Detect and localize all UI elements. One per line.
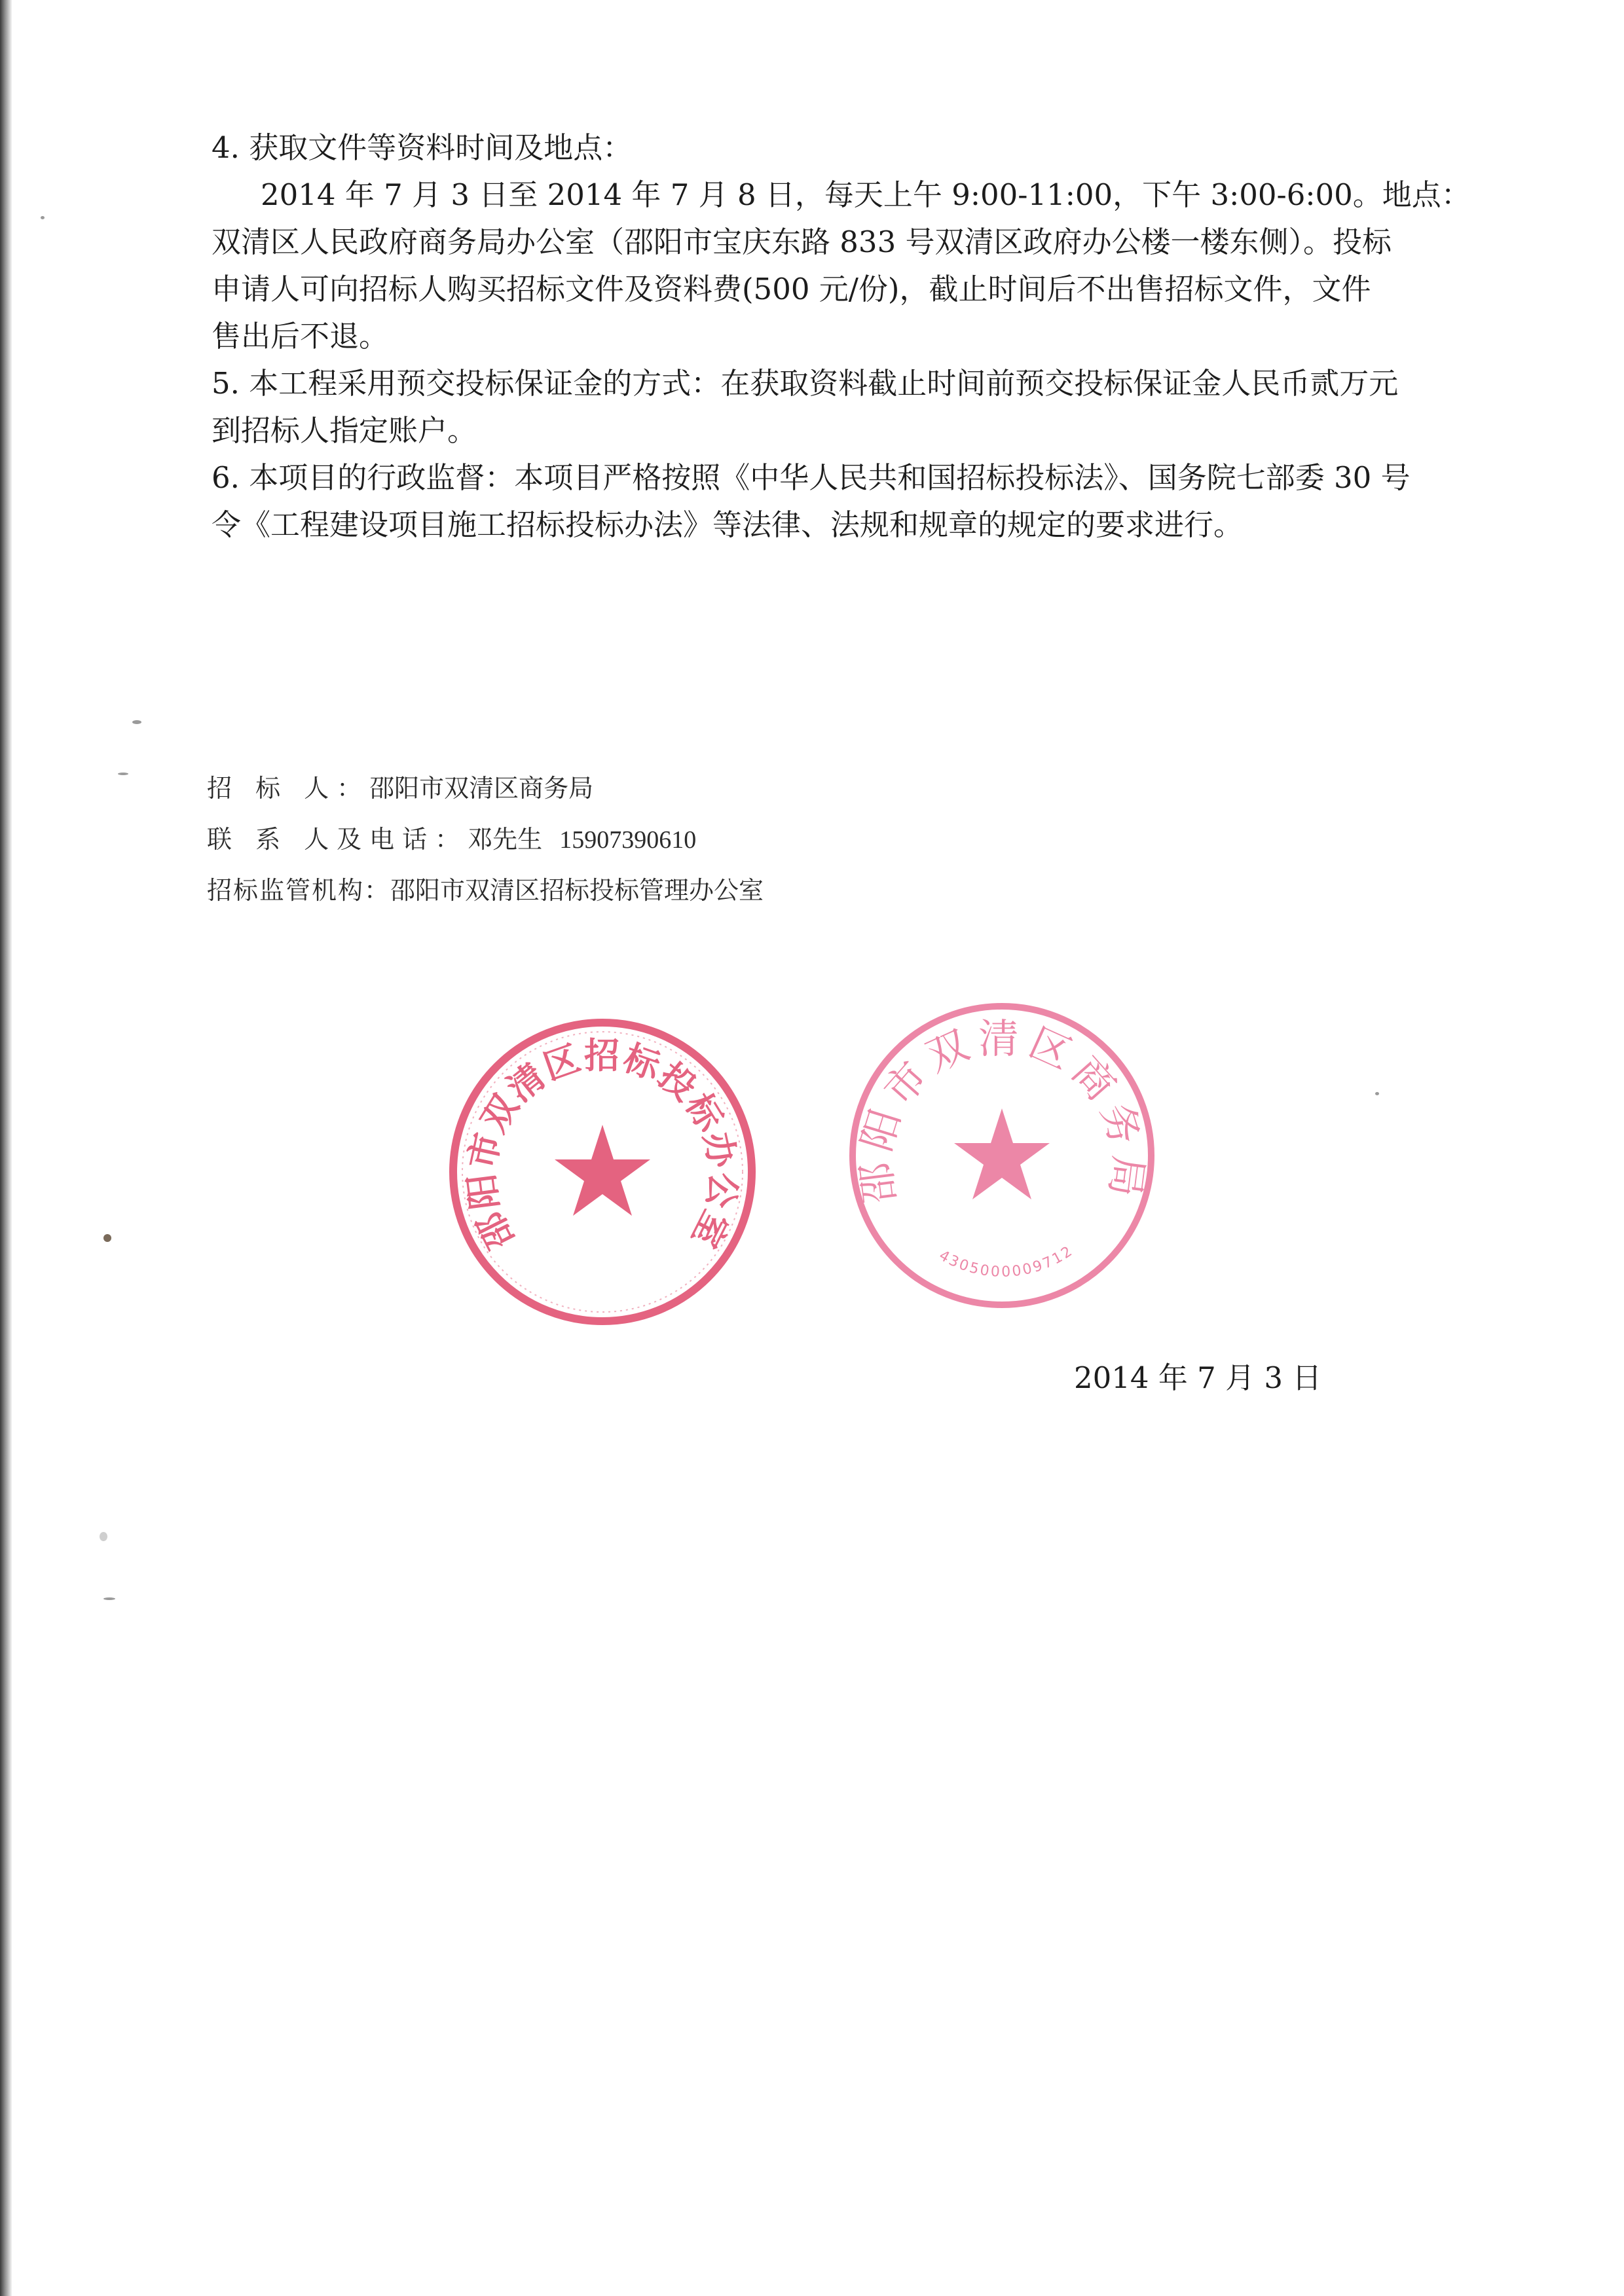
contact-row [207, 814, 764, 865]
body-line-text: 6. 本项目的行政监督：本项目严格按照《中华人民共和国招标投标法》、国务院七部委 30 号 [212, 460, 1411, 495]
supervisor-row [207, 865, 764, 916]
scan-speck [103, 1597, 115, 1600]
seal-right-serial: 4305000009712 [936, 1242, 1077, 1281]
tenderer-value: 邵阳市双清区商务局 [369, 774, 594, 803]
tenderer-label: 招 标 人： [207, 774, 370, 803]
scan-speck [103, 1234, 111, 1242]
body-line [212, 172, 1528, 219]
seal-left-text: 邵阳市双清区招标投标办公室 [460, 1034, 745, 1256]
body-line [212, 219, 1528, 266]
body-line-text: 到招标人指定账户。 [212, 413, 477, 448]
seal-right-graphic [845, 998, 1159, 1313]
document-date: 2014 年 7 月 3 日 [1074, 1360, 1322, 1395]
scan-speck [1375, 1092, 1379, 1095]
contact-phone: 15907390610 [559, 826, 697, 854]
supervisor-label: 招标监管机构： [207, 876, 391, 905]
scan-speck [100, 1532, 107, 1541]
contact-label: 联 系 人及电话： [207, 825, 468, 854]
seal-right-text: 邵阳市双清区商务局 [851, 1014, 1153, 1206]
scan-speck [118, 773, 128, 775]
body-line [212, 360, 1528, 407]
body-line-text: 4. 获取文件等资料时间及地点： [212, 130, 633, 165]
tenderer-row [207, 763, 764, 814]
body-line [212, 266, 1528, 313]
body-line [212, 313, 1528, 360]
body-line [212, 454, 1528, 501]
body-line-text: 2014 年 7 月 3 日至 2014 年 7 月 8 日，每天上午 9:00-11:00，下午 3:00-6:00。地点： [261, 177, 1471, 212]
scan-speck [41, 216, 45, 219]
official-seal-left [445, 1015, 760, 1329]
body-line-text: 5. 本工程采用预交投标保证金的方式：在获取资料截止时间前预交投标保证金人民币贰万元 [212, 366, 1399, 401]
contact-name: 邓先生 [468, 825, 543, 854]
scan-left-edge [0, 0, 12, 2296]
body-line-text: 申请人可向招标人购买招标文件及资料费(500 元/份)，截止时间后不出售招标文件，文件 [212, 272, 1371, 306]
supervisor-value: 邵阳市双清区招标投标管理办公室 [390, 876, 764, 905]
body-line-text: 售出后不退。 [212, 319, 389, 354]
body-line [212, 407, 1528, 454]
body-line-text: 双清区人民政府商务局办公室（邵阳市宝庆东路 833 号双清区政府办公楼一楼东侧）。投标 [212, 225, 1392, 259]
seal-left-graphic [445, 1015, 760, 1329]
scan-speck [132, 720, 141, 724]
body-text [212, 124, 1528, 549]
body-line [212, 501, 1528, 549]
signatory-block [207, 763, 764, 916]
official-seal-right [845, 998, 1159, 1313]
body-line-text: 令《工程建设项目施工招标投标办法》等法律、法规和规章的规定的要求进行。 [212, 507, 1244, 542]
body-line [212, 124, 1528, 172]
